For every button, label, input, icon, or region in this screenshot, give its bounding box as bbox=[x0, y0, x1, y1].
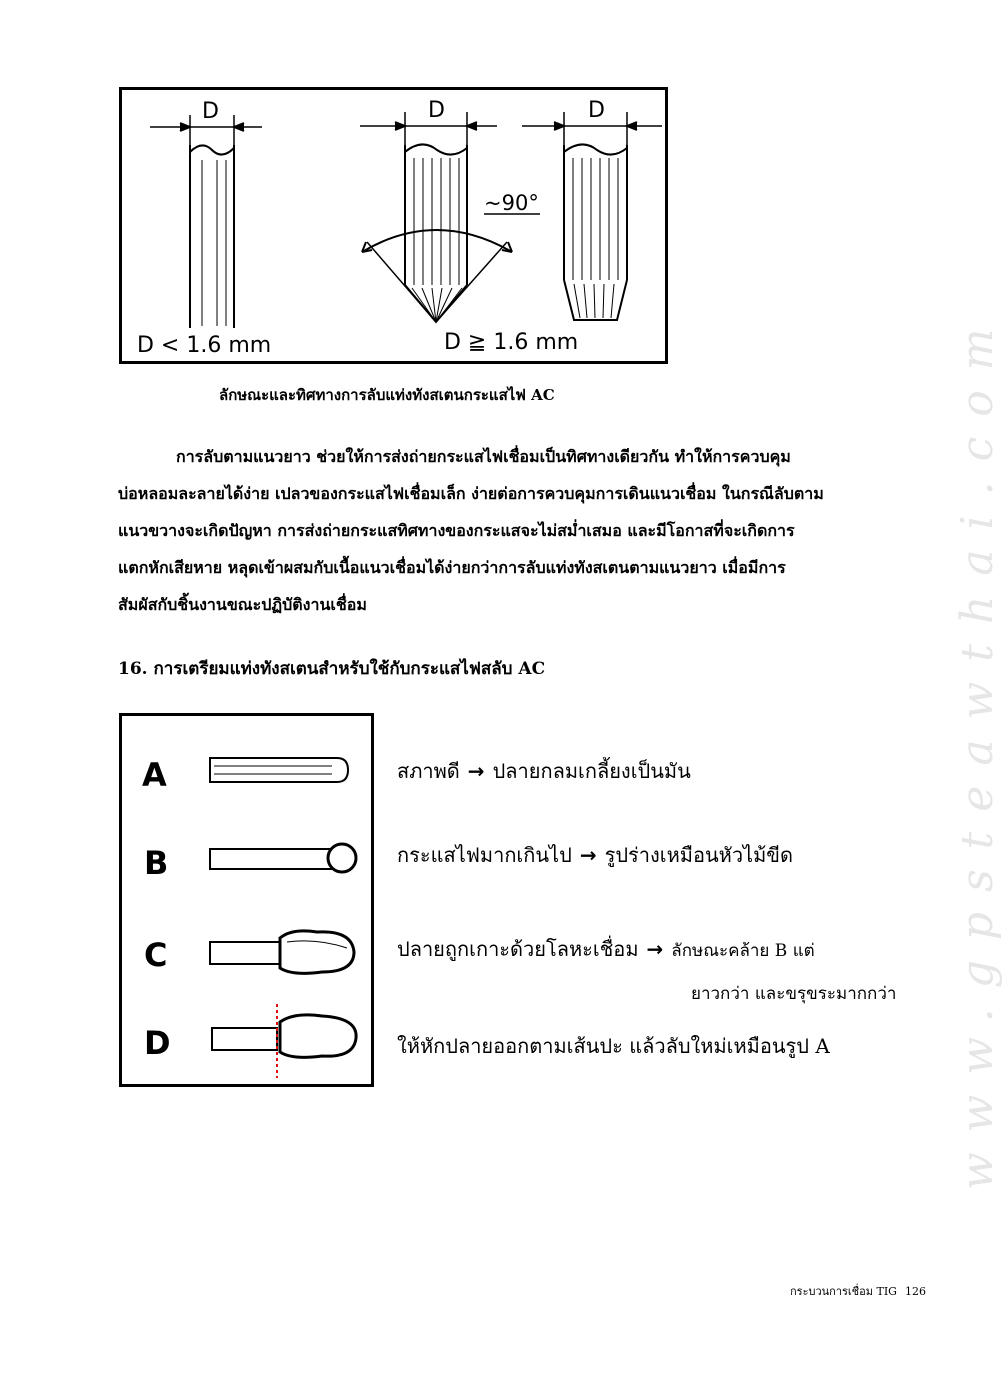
condition-c bbox=[397, 933, 815, 965]
condition-a-label: สภาพดี bbox=[397, 759, 460, 783]
large-diameter-label: D ≧ 1.6 mm bbox=[444, 330, 579, 355]
condition-a-result: ปลายกลมเกลี้ยงเป็นมัน bbox=[492, 759, 691, 783]
condition-c-label: ปลายถูกเกาะด้วยโลหะเชื่อม bbox=[397, 937, 639, 961]
paragraph-line: สัมผัสกับชิ้นงานขณะปฏิบัติงานเชื่อม bbox=[118, 595, 367, 614]
electrode-tip-diagram bbox=[122, 716, 371, 1084]
electrode-tip-figure bbox=[119, 713, 374, 1087]
small-diameter-label: D < 1.6 mm bbox=[137, 333, 272, 358]
paragraph-line: บ่อหลอมละลายได้ง่าย เปลวของกระแสไฟเชื่อมเล็ก ง่ายต่อการควบคุมการเดินแนวเชื่อม ในกรณีลับตาม bbox=[118, 484, 824, 503]
arrow-right-icon: → bbox=[467, 759, 485, 783]
paragraph-line: แตกหักเสียหาย หลุดเข้าผสมกับเนื้อแนวเชื่อมได้ง่ายกว่าการลับแท่งทังสเตนตามแนวยาว เมื่อมีการ bbox=[118, 558, 786, 577]
condition-a bbox=[397, 755, 691, 787]
dimension-label-2: D bbox=[428, 98, 445, 123]
page-number: 126 bbox=[904, 1285, 926, 1298]
arrow-right-icon: → bbox=[579, 843, 597, 867]
condition-d: ให้หักปลายออกตามเส้นปะ แล้วลับใหม่เหมือนรูป A bbox=[397, 1034, 830, 1058]
dimension-label-3: D bbox=[588, 98, 605, 123]
electrode-grinding-diagram bbox=[122, 90, 665, 361]
section-heading: 16. การเตรียมแท่งทังสเตนสำหรับใช้กับกระแสไฟสลับ AC bbox=[118, 659, 546, 679]
body-paragraph bbox=[118, 438, 928, 623]
arrow-right-icon: → bbox=[646, 937, 664, 961]
angle-label: ~90° bbox=[484, 191, 539, 215]
letter-a: A bbox=[142, 756, 167, 794]
paragraph-line: แนวขวางจะเกิดปัญหา การส่งถ่ายกระแสทิศทางของกระแสจะไม่สม่ำเสมอ และมีโอกาสที่จะเกิดการ bbox=[118, 521, 795, 540]
condition-b-result: รูปร่างเหมือนหัวไม้ขีด bbox=[604, 843, 793, 867]
letter-b: B bbox=[144, 844, 169, 882]
condition-c-result: ลักษณะคล้าย B แต่ bbox=[671, 941, 815, 961]
page-footer bbox=[790, 1282, 926, 1300]
condition-c-continuation: ยาวกว่า และขรุขระมากกว่า bbox=[691, 984, 897, 1004]
paragraph-line: การลับตามแนวยาว ช่วยให้การส่งถ่ายกระแสไฟเชื่อมเป็นทิศทางเดียวกัน ทำให้การควบคุม bbox=[176, 447, 791, 466]
condition-b-label: กระแสไฟมากเกินไป bbox=[397, 843, 572, 867]
watermark: www.gpsteawthai.com bbox=[952, 308, 1003, 1190]
letter-d: D bbox=[144, 1024, 171, 1062]
footer-title: กระบวนการเชื่อม TIG bbox=[790, 1285, 897, 1298]
electrode-grinding-figure bbox=[119, 87, 668, 364]
condition-b bbox=[397, 839, 793, 871]
figure-caption: ลักษณะและทิศทางการลับแท่งทังสเตนกระแสไฟ AC bbox=[219, 386, 555, 404]
dimension-label-1: D bbox=[202, 99, 219, 124]
letter-c: C bbox=[144, 936, 168, 974]
